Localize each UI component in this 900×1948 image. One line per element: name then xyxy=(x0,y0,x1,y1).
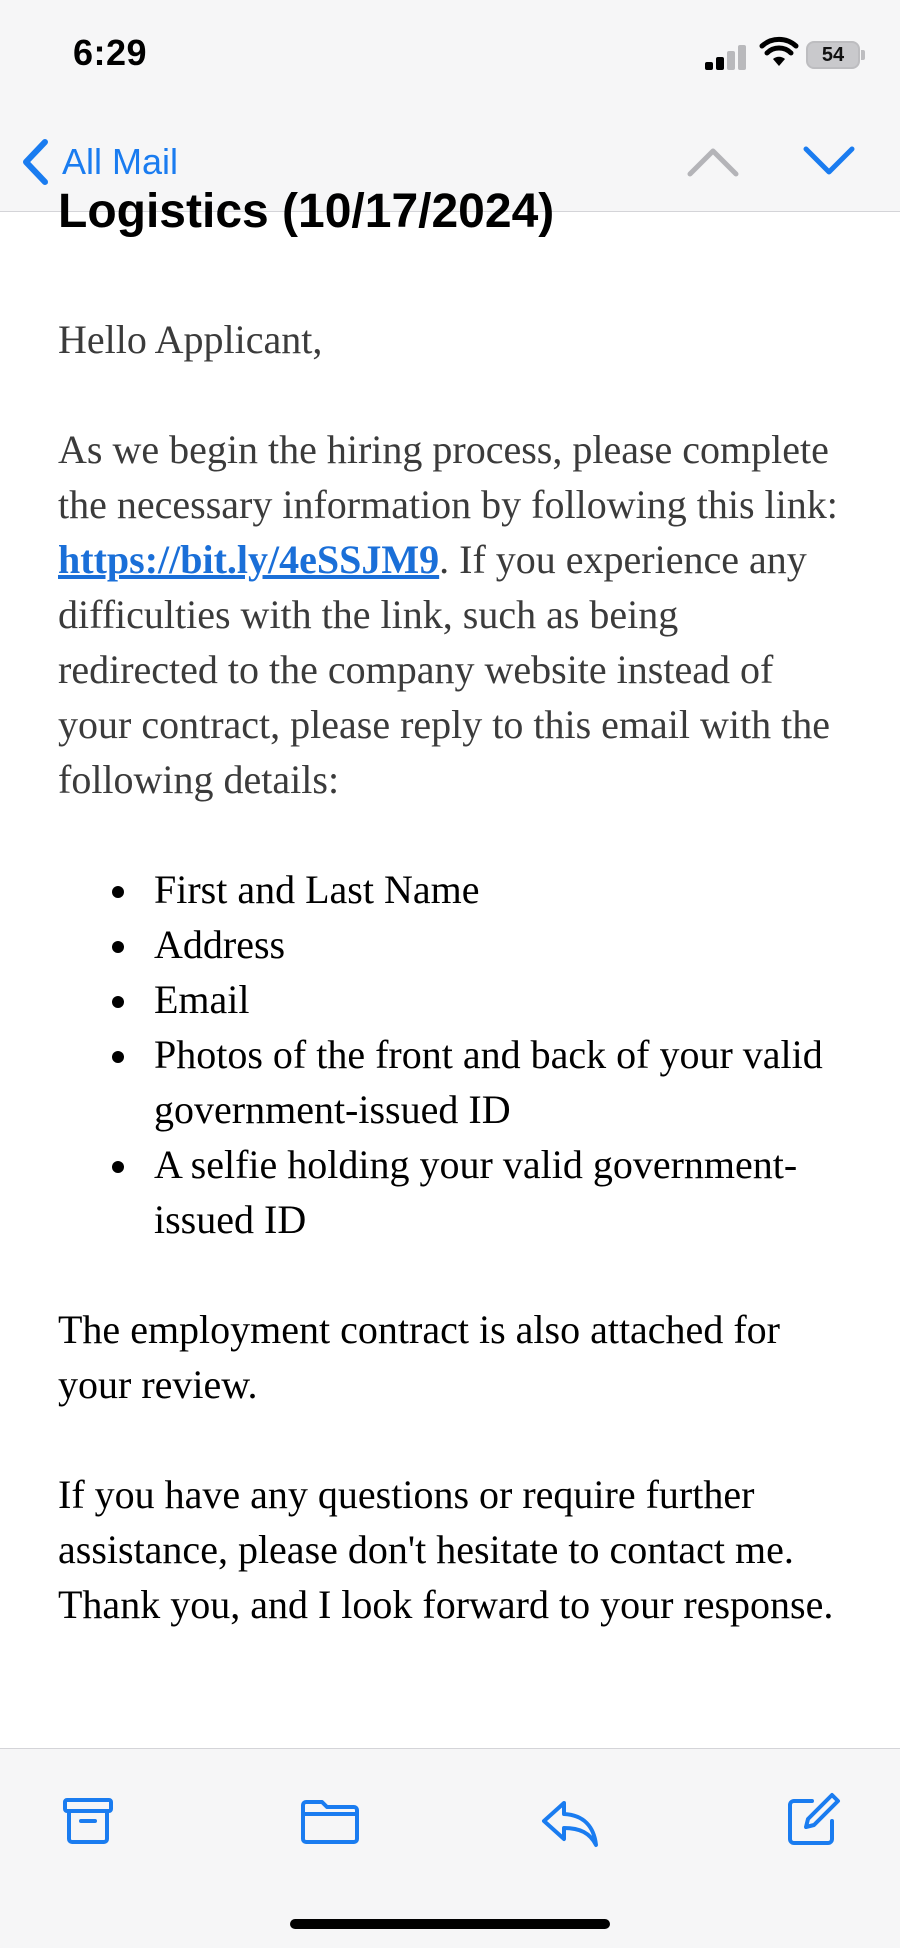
bottom-toolbar xyxy=(0,1748,900,1948)
list-item: Photos of the front and back of your valid government-issued ID xyxy=(58,1027,848,1137)
folder-icon[interactable] xyxy=(300,1791,360,1851)
email-body xyxy=(58,312,848,1632)
back-label: All Mail xyxy=(62,141,179,182)
status-time: 6:29 xyxy=(73,32,148,73)
battery-level: 54 xyxy=(821,44,845,66)
home-indicator[interactable] xyxy=(290,1919,610,1929)
instructions-text-before-link: As we begin the hiring process, please complete the necessary information by following this link: xyxy=(58,427,838,527)
wifi-icon xyxy=(760,38,798,68)
archive-icon[interactable] xyxy=(58,1791,118,1851)
paragraph-contract: The employment contract is also attached for your review. xyxy=(58,1307,780,1407)
battery-tip xyxy=(861,50,865,60)
status-bar xyxy=(0,0,900,110)
email-content[interactable] xyxy=(0,185,900,1748)
list-item: Address xyxy=(58,917,848,972)
details-list xyxy=(58,862,848,1247)
instructions-text-after-link: . If you experience any difficulties with the link, such as being redirected to the company website instead of your contract, please reply to this email with the following details: xyxy=(58,537,830,802)
cellular-signal-icon xyxy=(705,44,751,70)
list-item: Email xyxy=(58,972,848,1027)
battery-icon xyxy=(806,41,860,69)
hiring-form-link[interactable]: https://bit.ly/4eSSJM9 xyxy=(58,537,440,582)
paragraph-closing: Thank you, and I look forward to your response. xyxy=(58,1582,834,1627)
email-subject: Logistics (10/17/2024) xyxy=(58,185,555,238)
list-item: A selfie holding your valid government-issued ID xyxy=(58,1137,848,1247)
paragraph-instructions xyxy=(58,422,848,807)
previous-message-button[interactable] xyxy=(684,138,742,184)
back-button[interactable] xyxy=(18,134,178,190)
chevron-up-icon xyxy=(690,151,736,174)
chevron-left-icon xyxy=(18,137,52,187)
next-message-button[interactable] xyxy=(800,138,858,184)
greeting: Hello Applicant, xyxy=(58,317,323,362)
chevron-down-icon xyxy=(806,149,852,172)
list-item: First and Last Name xyxy=(58,862,848,917)
paragraph-questions: If you have any questions or require further assistance, please don't hesitate to contact me. xyxy=(58,1472,794,1572)
compose-icon[interactable] xyxy=(782,1791,842,1851)
reply-icon[interactable] xyxy=(540,1791,600,1851)
